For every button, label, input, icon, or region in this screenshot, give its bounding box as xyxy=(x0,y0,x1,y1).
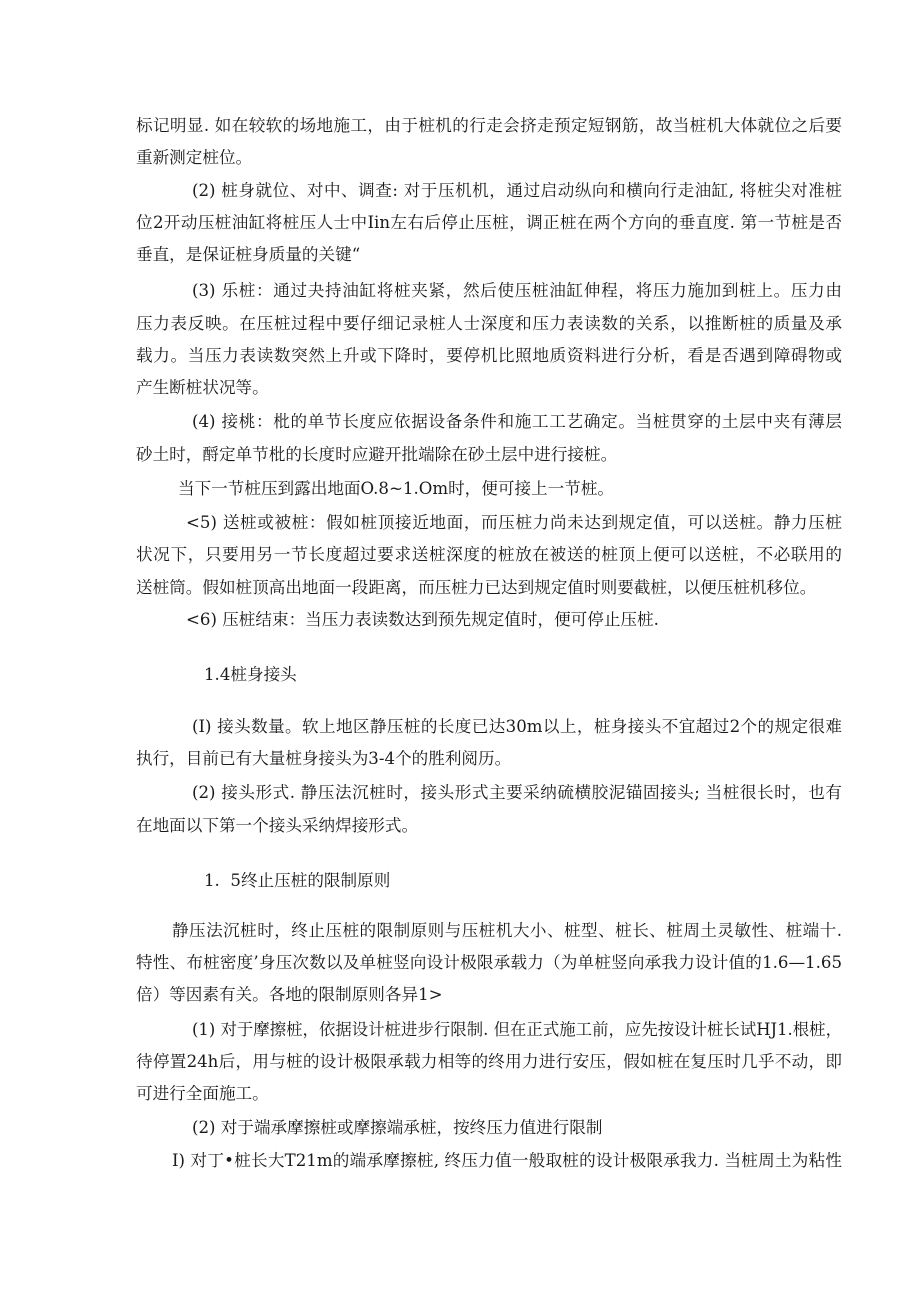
text-line: 执行，目前已有大量桩身接头为3-4个的胜利阅历。 xyxy=(136,749,512,768)
text-line: 位2开动压桩油缸将桩压人士中Iin左右后停止压桩，调正桩在两个方向的垂直度. 第一节桩是否 xyxy=(136,213,842,232)
text-line: (2) 接头形式. 静压法沉桩时，接头形式主要采纳硫横胶泥锚固接头; 当桩很长时，也有 xyxy=(192,783,842,802)
text-line: (2) 桩身就位、对中、调查: 对于压机机，通过启动纵向和横向行走油缸, 将桩尖对准桩 xyxy=(192,181,842,200)
text-line: 标记明显. 如在较软的场地施工，由于桩机的行走会挤走预定短钢筋，故当桩机大体就位之后要 xyxy=(136,116,842,135)
text-line: 载力。当压力表读数突然上升或下降时，要停机比照地质资料进行分析，看是否遇到障碍物或 xyxy=(136,346,842,365)
text-line: 特性、布桩密度’身压次数以及单桩竖向设计极限承载力（为单桩竖向承我力设计值的1.6—1.65 xyxy=(136,953,842,972)
text-line: 静压法沉桩时，终止压桩的限制原则与压桩机大小、桩型、桩长、桩周土灵敏性、桩端十. xyxy=(172,921,842,940)
text-line: 压力表反映。在压桩过程中要仔细记录桩人士深度和压力表读数的关系，以推断桩的质量及承 xyxy=(136,314,842,333)
text-line: 在地面以下第一个接头采纳焊接形式。 xyxy=(136,816,419,835)
text-line: (3) 乐桩：通过夬持油缸将桩夹紧，然后使压桩油缸伸程，将压力施加到桩上。压力由 xyxy=(192,281,842,300)
section-heading: 1.4桩身接头 xyxy=(204,665,297,684)
text-line: (I) 接头数量。软上地区静压桩的长度已达30m以上，桩身接头不宜超过2个的规定很难 xyxy=(192,717,842,736)
text-line: (1) 对于摩擦桩，依据设计桩进步行限制. 但在正式施工前，应先按设计桩长试HJ1.根桩， xyxy=(192,1020,842,1039)
text-line: (2) 对于端承摩擦桩或摩擦端承桩，按终压力值进行限制 xyxy=(192,1118,603,1137)
text-line: I) 对丁•桩长大T21m的端承摩擦桩, 终压力值一般取桩的设计极限承我力. 当桩周土为粘性 xyxy=(172,1151,842,1170)
text-line: 产生断桩状况等。 xyxy=(136,378,269,397)
section-heading: 1. 5终止压桩的限制原则 xyxy=(204,871,391,890)
text-line: <5) 送桩或被桩：假如桩顶接近地面，而压桩力尚未达到规定值，可以送桩。静力压桩 xyxy=(186,513,842,532)
text-line: 倍）等因素有关。各地的限制原则各异1> xyxy=(136,985,443,1004)
text-line: <6) 压桩结束：当压力表读数达到预先规定值时，便可停止压桩. xyxy=(186,610,659,629)
text-line: 重新测定桩位。 xyxy=(136,148,253,167)
text-line: 当下一节桩压到露出地面O.8~1.Om时，便可接上一节桩。 xyxy=(178,479,615,498)
text-line: 送桩筒。假如桩顶高出地面一段距离，而压桩力已达到规定值时则要截桩，以便压桩机移位。 xyxy=(136,578,817,597)
text-line: 垂直，是保证桩身质量的关键“ xyxy=(136,245,361,264)
text-line: (4) 接桃：枇的单节长度应依据设备条件和施工工艺确定。当桩贯穿的土层中夹有薄层 xyxy=(192,412,842,431)
text-line: 状况下，只要用另一节长度超过要求送桩深度的桩放在被送的桩顶上便可以送桩，不必联用的 xyxy=(136,545,842,564)
text-line: 待停置24h后，用与桩的设计极限承载力相等的终用力进行安压，假如桩在复压时几乎不动，即 xyxy=(136,1052,842,1071)
text-line: 可进行全面施工。 xyxy=(136,1084,269,1103)
text-line: 砂土时，酹定单节枇的长度时应避开批端除在砂土层中进行接桩。 xyxy=(136,445,618,464)
